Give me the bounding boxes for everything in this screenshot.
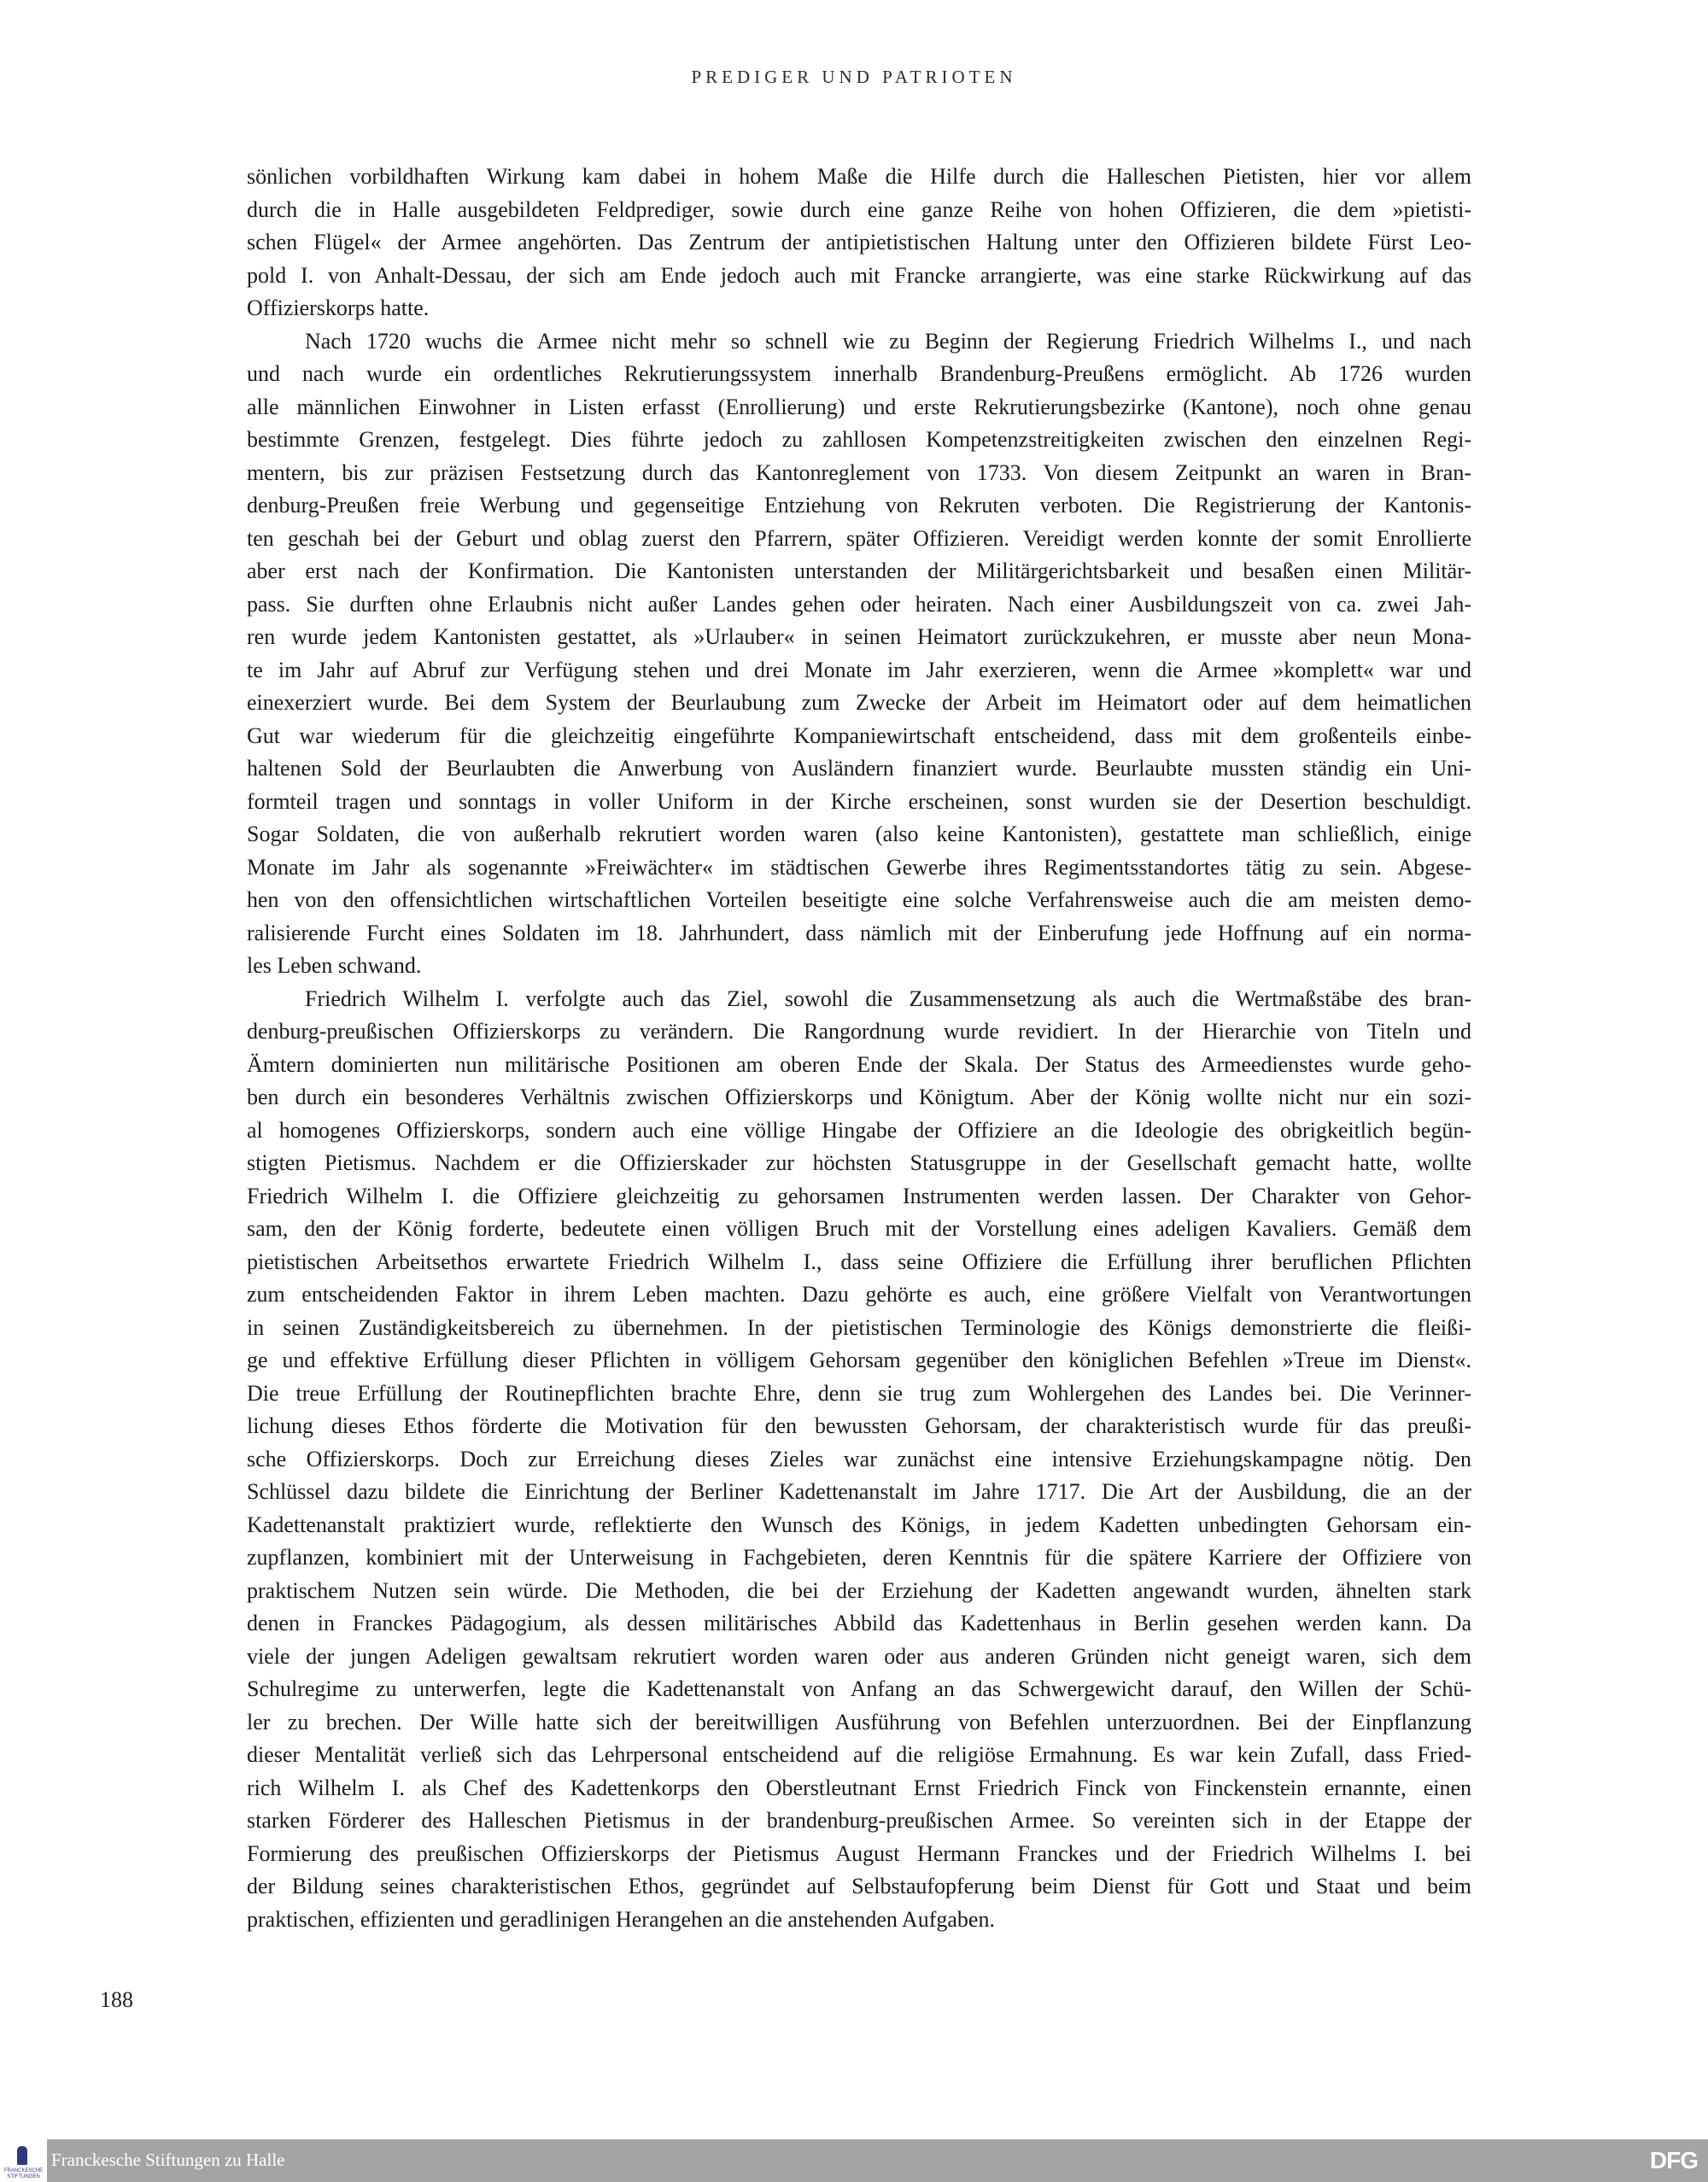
paragraph xyxy=(247,983,1471,1937)
logo-caption: FRANCKESCHE STIFTUNGEN xyxy=(3,2168,44,2179)
running-head: PREDIGER UND PATRIOTEN xyxy=(691,67,1017,87)
paragraph xyxy=(247,161,1471,325)
text-line: alle männlichen Einwohner in Listen erfasst (Enrollierung) und erste Rekrutierungsbezirke (Kantone), noch ohne genau xyxy=(247,394,1471,419)
text-line: und nach wurde ein ordentliches Rekrutierungssystem innerhalb Brandenburg-Preußens ermöglicht. Ab 1726 wurden xyxy=(247,361,1471,386)
text-line: praktischen, effizienten und geradlinigen Herangehen an die anstehenden Aufgaben. xyxy=(247,1906,995,1932)
text-line: stigten Pietismus. Nachdem er die Offizierskader zur höchsten Statusgruppe in der Gesellschaft gemacht hatte, wollte xyxy=(247,1150,1471,1175)
dfg-logo[interactable]: DFG xyxy=(1649,2147,1698,2173)
page-number: 188 xyxy=(100,1987,133,2012)
text-line: denburg-Preußen freie Werbung und gegenseitige Entziehung von Rekruten verboten. Die Registrierung der Kantonis- xyxy=(247,493,1471,518)
text-line: ler zu brechen. Der Wille hatte sich der bereitwilligen Ausführung von Befehlen unterzuordnen. Bei der Einpflanzung xyxy=(247,1709,1471,1734)
text-line: starken Förderer des Halleschen Pietismus in der brandenburg-preußischen Armee. So vereinten sich in der Etappe der xyxy=(247,1808,1471,1833)
text-line: Offizierskorps hatte. xyxy=(247,295,430,320)
text-line: denburg-preußischen Offizierskorps zu verändern. Die Rangordnung wurde revidiert. In der Hierarchie von Titeln und xyxy=(247,1019,1471,1044)
text-line: Die treue Erfüllung der Routinepflichten brachte Ehre, denn sie trug zum Wohlergehen des Landes bei. Die Verinner- xyxy=(247,1380,1471,1406)
text-line: Friedrich Wilhelm I. verfolgte auch das Ziel, sowohl die Zusammensetzung als auch die Wertmaßstäbe des bran- xyxy=(305,986,1471,1011)
text-line: Gut war wiederum für die gleichzeitig eingeführte Kompaniewirtschaft entscheidend, dass mit dem großenteils einbe- xyxy=(247,722,1471,748)
text-line: viele der jungen Adeligen gewaltsam rekrutiert worden waren oder aus anderen Gründen nicht geneigt waren, sich dem xyxy=(247,1643,1471,1669)
text-line: Schlüssel dazu bildete die Einrichtung der Berliner Kadettenanstalt im Jahre 1717. Die Art der Ausbildung, die an der xyxy=(247,1479,1471,1504)
text-line: schen Flügel« der Armee angehörten. Das Zentrum der antipietistischen Haltung unter den Offizieren bildete Fürst Leo- xyxy=(247,230,1471,254)
text-line: ren wurde jedem Kantonisten gestattet, als »Urlauber« in seinen Heimatort zurückzukehren, er musste aber neun Mona- xyxy=(247,624,1471,649)
text-line: ten geschah bei der Geburt und oblag zuerst den Pfarrern, später Offizieren. Vereidigt werden konnte der somit Enrollierte xyxy=(247,525,1471,551)
text-line: ben durch ein besonderes Verhältnis zwischen Offizierskorps und Königtum. Aber der König wollte nicht nur ein sozi- xyxy=(247,1085,1471,1109)
text-line: Friedrich Wilhelm I. die Offiziere gleichzeitig zu gehorsamen Instrumenten werden lassen. Der Charakter von Gehor- xyxy=(247,1183,1471,1208)
institution-name[interactable]: Franckesche Stiftungen zu Halle xyxy=(51,2150,285,2170)
body-text xyxy=(247,161,1471,1936)
text-line: mentern, bis zur präzisen Festsetzung durch das Kantonreglement von 1733. Von diesem Zeitpunkt an waren in Bran- xyxy=(247,459,1471,485)
text-line: in seinen Zuständigkeitsbereich zu übernehmen. In der pietistischen Terminologie des Königs demonstrierte die fleißi- xyxy=(247,1314,1471,1340)
text-line: lichung dieses Ethos förderte die Motivation für den bewussten Gehorsam, der charakteristisch wurde für das preußi- xyxy=(247,1413,1471,1438)
text-line: Formierung des preußischen Offizierskorps der Pietismus August Hermann Franckes und der Friedrich Wilhelms I. bei xyxy=(247,1840,1471,1866)
paragraph xyxy=(247,325,1471,983)
text-line: dieser Mentalität verließ sich das Lehrpersonal entscheidend auf die religiöse Ermahnung. Es war kein Zufall, dass Fried- xyxy=(247,1742,1471,1767)
text-line: te im Jahr auf Abruf zur Verfügung stehen und drei Monate im Jahr exerzieren, wenn die Armee »komplett« war und xyxy=(247,657,1471,682)
text-line: ralisierende Furcht eines Soldaten im 18. Jahrhundert, dass nämlich mit der Einberufung jede Hoffnung auf ein norma- xyxy=(247,920,1471,945)
text-line: zupflanzen, kombiniert mit der Unterweisung in Fachgebieten, deren Kenntnis für die spätere Karriere der Offiziere von xyxy=(247,1545,1471,1570)
text-line: al homogenes Offizierskorps, sondern auch eine völlige Hingabe der Offiziere an die Ideologie des obrigkeitlich begün- xyxy=(247,1117,1471,1143)
text-line: zum entscheidenden Faktor in ihrem Leben machten. Dazu gehörte es auch, eine größere Vielfalt von Verantwortungen xyxy=(247,1282,1471,1307)
footer-bar xyxy=(0,2139,1708,2182)
franckesche-stiftungen-logo-icon[interactable] xyxy=(0,2139,47,2182)
text-line: sche Offizierskorps. Doch zur Erreichung dieses Zieles war zunächst eine intensive Erziehungskampagne nötig. Den xyxy=(247,1446,1471,1471)
text-line: aber erst nach der Konfirmation. Die Kantonisten unterstanden der Militärgerichtsbarkeit und besaßen einen Militär- xyxy=(247,559,1471,583)
text-line: einexerziert wurde. Bei dem System der Beurlaubung zum Zwecke der Arbeit im Heimatort oder auf dem heimatlichen xyxy=(247,690,1471,715)
text-line: sam, den der König forderte, bedeutete einen völligen Bruch mit der Vorstellung eines adeligen Kavaliers. Gemäß dem xyxy=(247,1216,1471,1241)
text-line: les Leben schwand. xyxy=(247,953,422,978)
text-line: bestimmte Grenzen, festgelegt. Dies führte jedoch zu zahllosen Kompetenzstreitigkeiten zwischen den einzelnen Regi- xyxy=(247,427,1471,452)
text-line: pold I. von Anhalt-Dessau, der sich am Ende jedoch auch mit Francke arrangierte, was eine starke Rückwirkung auf das xyxy=(247,262,1471,288)
text-line: Kadettenanstalt praktiziert wurde, reflektierte den Wunsch des Königs, in jedem Kadetten unbedingten Gehorsam ein- xyxy=(247,1512,1471,1537)
text-line: pietistischen Arbeitsethos erwartete Friedrich Wilhelm I., dass seine Offiziere die Erfüllung ihrer beruflichen Pflichten xyxy=(247,1249,1471,1274)
logo-figure-icon xyxy=(17,2146,27,2165)
text-line: Sogar Soldaten, die von außerhalb rekrutiert worden waren (also keine Kantonisten), gestattete man schließlich, einige xyxy=(247,822,1471,846)
text-line: hen von den offensichtlichen wirtschaftlichen Vorteilen beseitigte eine solche Verfahrensweise auch die am meisten demo- xyxy=(247,887,1471,912)
text-line: Ämtern dominierten nun militärische Positionen am oberen Ende der Skala. Der Status des Armeedienstes wurde geho- xyxy=(247,1051,1471,1077)
text-line: Monate im Jahr als sogenannte »Freiwächter« im städtischen Gewerbe ihres Regimentsstandortes tätig zu sein. Abgese- xyxy=(247,854,1471,880)
text-line: denen in Franckes Pädagogium, als dessen militärisches Abbild das Kadettenhaus in Berlin gesehen werden kann. Da xyxy=(247,1611,1471,1635)
text-line: Nach 1720 wuchs die Armee nicht mehr so schnell wie zu Beginn der Regierung Friedrich Wilhelms I., und nach xyxy=(305,328,1471,354)
text-line: Schulregime zu unterwerfen, legte die Kadettenanstalt von Anfang an das Schwergewicht darauf, den Willen der Schü- xyxy=(247,1676,1471,1701)
text-line: sönlichen vorbildhaften Wirkung kam dabei in hohem Maße die Hilfe durch die Halleschen Pietisten, hier vor allem xyxy=(247,164,1471,189)
text-line: durch die in Halle ausgebildeten Feldprediger, sowie durch eine ganze Reihe von hohen Offizieren, die dem »pietisti- xyxy=(247,196,1471,222)
text-line: rich Wilhelm I. als Chef des Kadettenkorps den Oberstleutnant Ernst Friedrich Finck von Finckenstein ernannte, einen xyxy=(247,1775,1471,1800)
text-line: praktischem Nutzen sein würde. Die Methoden, die bei der Erziehung der Kadetten angewandt wurden, ähnelten stark xyxy=(247,1577,1471,1603)
text-line: pass. Sie durften ohne Erlaubnis nicht außer Landes gehen oder heiraten. Nach einer Ausbildungszeit von ca. zwei Jah- xyxy=(247,591,1471,617)
text-line: formteil tragen und sonntags in voller Uniform in der Kirche erscheinen, sonst wurden sie der Desertion beschuldigt. xyxy=(247,788,1471,814)
text-line: haltenen Sold der Beurlaubten die Anwerbung von Ausländern finanziert wurde. Beurlaubte mussten ständig ein Uni- xyxy=(247,756,1471,781)
text-line: der Bildung seines charakteristischen Ethos, gegründet auf Selbstaufopferung beim Dienst für Gott und Staat und beim xyxy=(247,1874,1471,1898)
text-line: ge und effektive Erfüllung dieser Pflichten in völligem Gehorsam gegenüber den königlichen Befehlen »Treue im Dienst«. xyxy=(247,1348,1471,1372)
